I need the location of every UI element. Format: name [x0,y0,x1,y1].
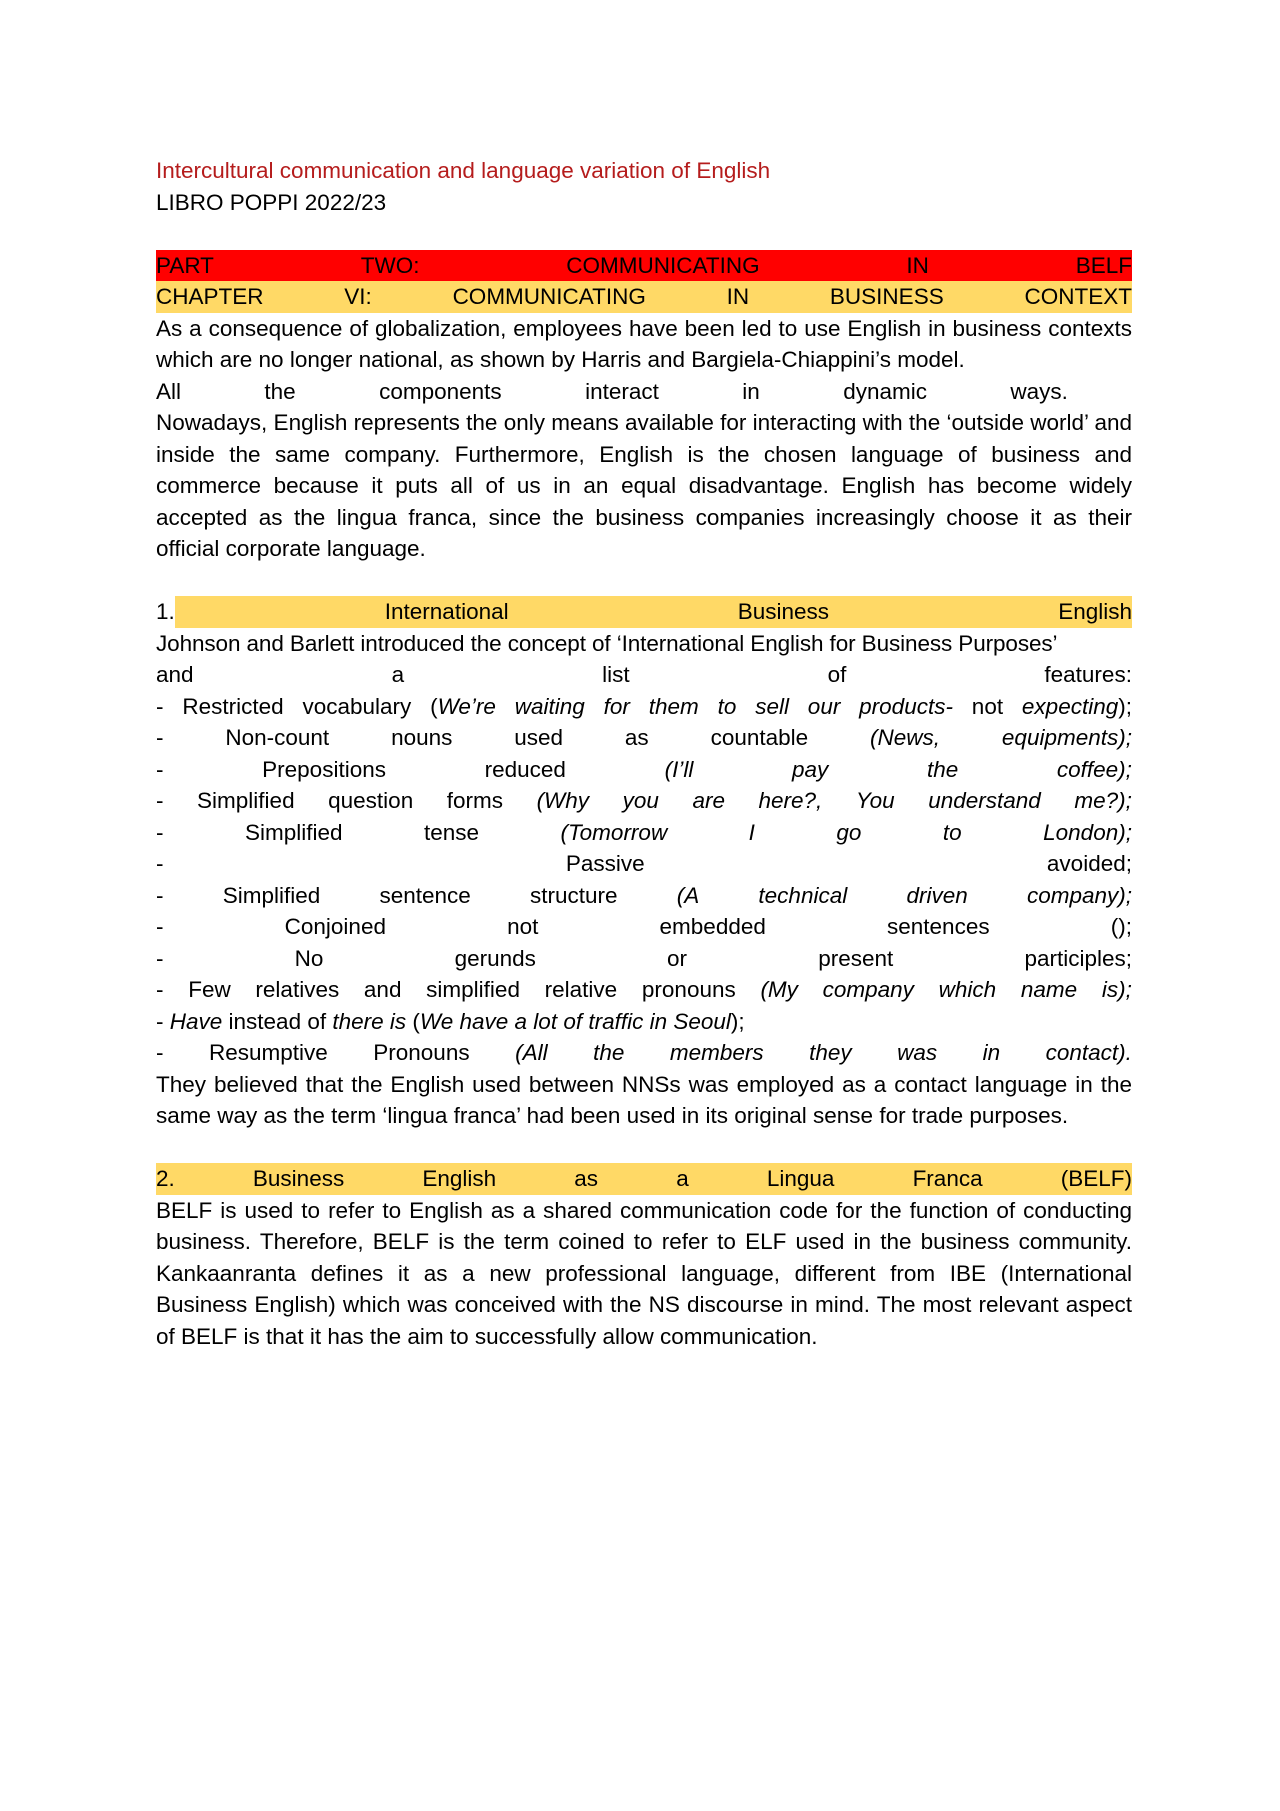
word: as [624,725,649,750]
chapter-word: COMMUNICATING [452,284,646,309]
word: Pronouns [373,1040,470,1065]
chapter-word: CONTEXT [1024,284,1132,309]
word: (I’ll [664,756,694,782]
word: a [676,1166,689,1191]
section1-heading [156,596,1132,628]
word: Passive [565,851,645,876]
word: here?, [758,788,823,813]
word: in [982,1040,1001,1065]
word: gerunds [454,945,536,971]
word: features: [1044,662,1132,687]
word: interact [585,378,659,404]
feature-item [156,1037,1132,1069]
word: (BELF) [1060,1166,1132,1191]
intro-line-components [156,376,1132,408]
chapter-heading [156,281,1132,313]
word: participles; [1024,945,1132,971]
word: pay [792,756,829,782]
feature-text: ); [730,1008,745,1034]
feature-item [156,722,1132,754]
word: (All [515,1040,548,1065]
word: - [156,977,164,1002]
feature-text: ); [1118,693,1132,719]
word: - [156,914,164,939]
word: pronouns [641,977,736,1002]
course-title: Intercultural communication and language variation of English [156,158,771,183]
feature-item [156,817,1132,849]
word: go [836,819,862,845]
feature-example: We have a lot of traffic in Seoul [419,1008,731,1034]
word: All [156,378,182,404]
word: name [1020,977,1078,1002]
word: (News, [870,725,941,750]
word: - [156,756,164,782]
chapter-word: VI: [344,284,372,309]
word: (A [676,882,700,908]
word: Few [188,977,231,1002]
word: Simplified [244,819,343,845]
word: nouns [391,725,453,750]
word: English [1058,599,1132,624]
word: of [827,662,847,687]
word: Simplified [222,882,321,908]
word: tense [423,819,480,845]
word: International [384,599,509,624]
word: contact). [1045,1040,1132,1065]
word: you [622,788,659,813]
word: in [742,378,760,404]
word: question [328,788,414,813]
word: is); [1101,977,1132,1002]
word: - [156,851,164,876]
word: - [156,945,164,971]
word: Resumptive [208,1040,328,1065]
word: as [574,1166,599,1191]
word: dynamic [843,378,928,404]
chapter-word: CHAPTER [156,284,264,309]
chapter-word: BUSINESS [829,284,944,309]
word: Conjoined [284,914,386,939]
section1-closing: They believed that the English used between NNSs was employed as a contact language in the same way as the term ‘lingua franca’ had been used in its original sense for trade purposes. [156,1071,1132,1128]
word: sentence [379,882,471,908]
word: London); [1043,819,1132,845]
word: No [294,945,324,971]
section1-heading-start [156,596,175,628]
word: Non-count [225,725,330,750]
word: Prepositions [262,756,386,782]
section1-number: 1. [156,599,175,624]
feature-example: We’re waiting for them to sell our products- [437,693,953,719]
word: - [156,788,164,813]
word: (Tomorrow [560,819,668,845]
part-word: COMMUNICATING [566,252,760,278]
section2-body: BELF is used to refer to English as a shared communication code for the function of conducting business. Therefore, BELF is the term coined to refer to ELF used in the business community. Kankaanranta defines it as a new professional language, different from IBE (International Business English) which was conceived with the NS discourse in mind. The most relevant aspect of BELF is that it has the aim to successfully allow communication. [156,1197,1132,1349]
word: Lingua [766,1166,835,1191]
feature-text: - Restricted vocabulary ( [156,693,438,719]
section1-intro-2 [156,659,1132,691]
feature-item [156,785,1132,817]
part-word: PART [156,252,214,278]
word: sentences [887,914,990,939]
word: - [156,725,164,750]
word: to [942,819,962,845]
word: coffee); [1056,756,1132,782]
word: technical [758,882,848,908]
intro-paragraph-2: Nowadays, English represents the only means available for interacting with the ‘outside world’ and inside the same company. Furthermore, English is the chosen language of business and commerce because it puts all of us in an equal disadvantage. English has become widely accepted as the lingua franca, since the business companies increasingly choose it as their official corporate language. [156,410,1132,561]
section2-heading [156,1163,1132,1195]
feature-example: expecting [1021,693,1119,719]
word: Simplified [197,788,295,813]
word: English [422,1166,497,1191]
feature-item [156,848,1132,880]
word: a [391,662,405,687]
word: are [692,788,725,813]
word: the [926,756,959,782]
part-word: IN [906,252,929,278]
feature-item [156,911,1132,943]
word: - [156,819,164,845]
part-word: TWO: [360,252,420,278]
part-word: BELF [1075,252,1132,278]
word: Business [737,599,830,624]
feature-item [156,691,1132,723]
word: - [156,1040,164,1065]
word: me?); [1074,788,1132,813]
word: used [514,725,564,750]
word: members [669,1040,764,1065]
word: understand [928,788,1041,813]
section1-intro: Johnson and Barlett introduced the concept of ‘International English for Business Purposes’ [156,630,1058,656]
word: (); [1110,914,1132,939]
word: avoided; [1046,851,1132,876]
word: (Why [536,788,590,813]
word: Business [252,1166,345,1191]
feature-example: there is [332,1008,407,1034]
word: countable [710,725,809,750]
word: I [748,819,755,845]
word: (My [760,977,798,1002]
word: company); [1026,882,1132,908]
feature-item [156,943,1132,975]
word: Franca [912,1166,983,1191]
word: relatives [255,977,340,1002]
word: relative [544,977,618,1002]
word: driven [906,882,968,908]
word: or [667,945,688,971]
word: 2. [156,1166,175,1191]
word: present [818,945,894,971]
feature-item [156,880,1132,912]
part-heading [156,250,1132,282]
feature-text: not [952,693,1022,719]
word: was [897,1040,938,1065]
word: the [264,378,296,404]
intro-paragraph-1: As a consequence of globalization, employees have been led to use English in business contexts which are no longer national, as shown by Harris and Bargiela-Chiappini’s model. [156,315,1132,372]
word: simplified [426,977,520,1002]
word: which [938,977,997,1002]
word: company [822,977,914,1002]
chapter-word: IN [726,284,750,309]
word: equipments); [1001,725,1132,750]
word: reduced [484,756,566,782]
word: not [507,914,539,939]
feature-text: ( [406,1008,420,1034]
word: and [156,662,194,687]
word: list [602,662,630,687]
word: and [363,977,402,1002]
word: ways. [1010,378,1068,404]
word: embedded [659,914,766,939]
feature-text: - [156,1008,170,1034]
word: the [593,1040,625,1065]
word: components [379,378,502,404]
word: - [156,882,164,908]
feature-text: instead of [222,1008,333,1034]
section1-heading-highlight [175,596,1132,628]
word: You [855,788,895,813]
word: forms [446,788,504,813]
document-subtitle: LIBRO POPPI 2022/23 [156,189,387,215]
feature-item [156,754,1132,786]
word: structure [529,882,618,908]
document-content [156,155,1132,1352]
feature-item [156,974,1132,1006]
word: they [809,1040,852,1065]
feature-item [156,1006,1132,1038]
feature-example: Have [169,1008,223,1034]
